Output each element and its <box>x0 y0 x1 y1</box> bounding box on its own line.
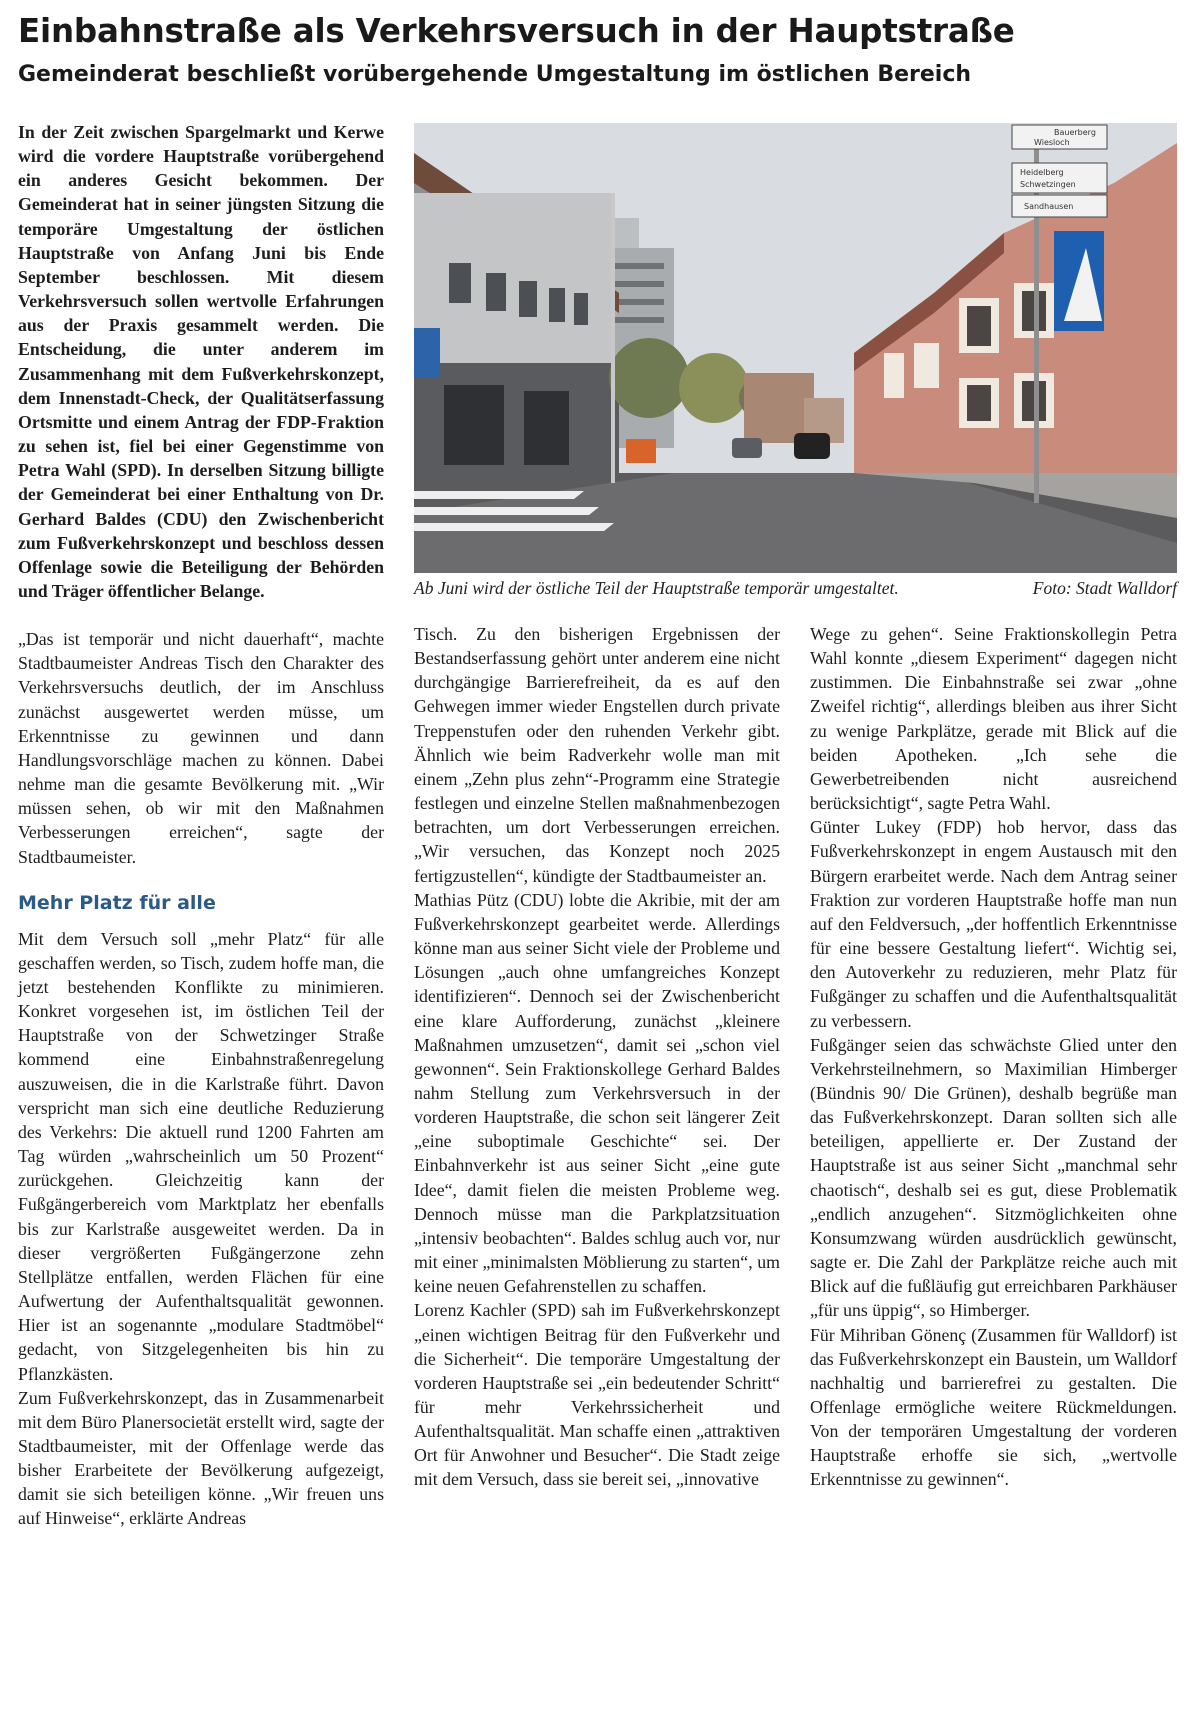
svg-text:Schwetzingen: Schwetzingen <box>1020 180 1076 189</box>
body-paragraph-continued <box>414 622 780 888</box>
section-heading: Mehr Platz für alle <box>18 891 216 914</box>
svg-text:Sandhausen: Sandhausen <box>1024 202 1074 211</box>
street-photo-image <box>414 123 1177 573</box>
body-paragraph-continued <box>810 622 1177 815</box>
body-paragraph: Fußgänger seien das schwächste Glied unter den Verkehrsteilnehmern, so Maximilian Himberger (Bündnis 90/ Die Grünen), deshalb begrüße man das Fußverkehrskonzept. Daran sollten sich alle beteiligen, appellierte er. Der Zustand der Hauptstraße ist aus seiner Sicht „manchmal sehr chaotisch“, deshalb sei es gut, diese Problematik „endlich anzugehen“. Sitzmöglichkeiten ohne Konsumzwang würden ausdrücklich gewünscht, sagte er. Die Zahl der Parkplätze reiche auch mit Blick auf die fußläufig gut erreichbaren Parkhäuser „für uns üppig“, so Himberger. <box>810 1034 1177 1321</box>
body-paragraph-split-4: Wege zu gehen“. Seine Fraktionskollegin Petra Wahl konnte „diesem Experiment“ dagegen nicht zustimmen. Die Einbahnstraße sei zwar „ohne Zweifel richtig“, allerdings bleiben aus ihrer Sicht zu wenige Parkplätze, gerade mit Blick auf die beiden Apotheken. „Ich sehe die Gewerbetreibenden nicht ausreichend berücksichtigt“, sagte Petra Wahl. <box>810 624 1177 814</box>
subheadline: Gemeinderat beschließt vorübergehende Umgestaltung im östlichen Bereich <box>18 62 972 87</box>
crosswalk-sign-icon <box>414 328 440 378</box>
text-column-3 <box>810 622 1177 1492</box>
body-paragraph: „Das ist temporär und nicht dauerhaft“, machte Stadtbaumeister Andreas Tisch den Charakter des Verkehrsversuchs deutlich, der im Anschluss zunächst ausgewertet werden müsse, um Erkenntnisse zu gewinnen und dann Handlungsvorschläge machen zu können. Dabei nehme man die gesamte Bevölkerung mit. „Wir müssen sehen, ob wir mit den Maßnahmen Verbesserungen erreichen“, sagte der Stadtbaumeister. <box>18 629 384 867</box>
body-paragraph: Mit dem Versuch soll „mehr Platz“ für alle geschaffen werden, so Tisch, zudem hoffe man, die jetzt bestehenden Konflikte zu minimieren. Konkret vorgesehen ist, im östlichen Teil der Hauptstraße von der Schwetzinger Straße kommend eine Einbahnstraßenregelung auszuweisen, die in die Karlstraße führt. Davon verspricht man sich eine deutliche Reduzierung des Verkehrs: Die aktuell rund 1200 Fahrten am Tag würden „wahrscheinlich um 50 Prozent“ zurückgehen. Gleichzeitig kann der Fußgängerbereich vom Marktplatz her ebenfalls bis zur Karlstraße ausgeweitet werden. Da in dieser vergrößerten Fußgängerzone zehn Stellplätze entfallen, werden Flächen für eine Aufwertung der Aufenthaltsqualität gewonnen. Hier ist an sogenannte „modulare Stadtmöbel“ gedacht, von Sitzgelegenheiten bis hin zu Pflanzkästen. <box>18 928 384 1384</box>
caption-text: Ab Juni wird der östliche Teil der Hauptstraße temporär umgestaltet. <box>414 578 899 598</box>
headline: Einbahnstraße als Verkehrsversuch in der Hauptstraße <box>18 12 1015 50</box>
street-photo <box>414 123 1177 573</box>
body-paragraph <box>414 1298 780 1491</box>
lead-paragraph: In der Zeit zwischen Spargelmarkt und Kerwe wird die vordere Hauptstraße vorübergehend ein anderes Gesicht bekommen. Der Gemeinderat hat in seiner jüngsten Sitzung die temporäre Umgestaltung der östlichen Hauptstraße von Anfang Juni bis Ende September beschlossen. Mit diesem Verkehrsversuch sollen wertvolle Erfahrungen aus der Praxis gesammelt werden. Die Entscheidung, die unter anderem im Zusammenhang mit dem Fußverkehrskonzept, dem Innenstadt-Check, der Qualitätserfassung Ortsmitte und einem Antrag der FDP-Fraktion zu sehen ist, fiel bei einer Gegenstimme von Petra Wahl (SPD). In derselben Sitzung billigte der Gemeinderat bei einer Enthaltung von Dr. Gerhard Baldes (CDU) den Zwischenbericht zum Fußverkehrskonzept und beschloss dessen Offenlage sowie die Beteiligung der Behörden und Träger öffentlicher Belange. <box>18 122 384 601</box>
svg-text:Bauerberg: Bauerberg <box>1054 128 1096 137</box>
body-paragraph: Günter Lukey (FDP) hob hervor, dass das Fußverkehrskonzept in engem Austausch mit den Bürgern erarbeitet werde. Nach dem Antrag seiner Fraktion zur vorderen Hauptstraße hoffe man nun auf den Feldversuch, „der hoffentlich Erkenntnisse für eine bessere Gestaltung liefert“. Wichtig sei, den Autoverkehr zu reduzieren, mehr Platz für Fußgänger zu schaffen und die Aufenthaltsqualität zu verbessern. <box>810 817 1177 1031</box>
body-paragraph: Mathias Pütz (CDU) lobte die Akribie, mit der am Fußverkehrskonzept gearbeitet werde. Allerdings könne man aus seiner Sicht viele der Probleme und Lösungen „auch ohne umfangreiches Konzept identifizieren“. Dennoch sei der Zwischenbericht eine klare Aufforderung, zunächst „kleinere Maßnahmen umzusetzen“, damit sei „schon viel gewonnen“. Sein Fraktionskollege Gerhard Baldes nahm Stellung zum Verkehrsversuch in der vorderen Hauptstraße, die schon seit längerer Zeit „eine suboptimale Geschichte“ sei. Der Einbahnverkehr ist aus seiner Sicht „eine gute Idee“, damit fielen die meisten Probleme weg. Dennoch müsse man die Parkplatzsituation „intensiv beobachten“. Baldes schlug auch vor, nur mit einer „minimalsten Möblierung zu starten“, um keine neuen Gefahrenstellen zu schaffen. <box>414 889 780 1297</box>
body-paragraph-split-2: Tisch. Zu den bisherigen Ergebnissen der Bestandserfassung gehört unter anderem eine nicht durchgängige Barrierefreiheit, da es auf den Gehwegen immer wieder Engstellen durch private Treppenstufen oder den ruhenden Verkehr gibt. Ähnlich wie beim Radverkehr wolle man mit einem „Zehn plus zehn“-Programm eine Strategie festlegen und einzelne Stellen maßnahmenbezogen betrachten, um dort Verbesserungen erreichen. „Wir versuchen, das Konzept noch 2025 fertigzustellen“, kündigte der Stadtbaumeister an. <box>414 624 780 886</box>
svg-text:Heidelberg: Heidelberg <box>1020 168 1064 177</box>
body-paragraph-continued <box>18 1386 384 1531</box>
photo-caption <box>414 578 1177 599</box>
body-paragraph-split: Zum Fußverkehrskonzept, das in Zusammenarbeit mit dem Büro Planersocietät erstellt wird, sagte der Stadtbaumeister, mit der Offenlage werde das bisher Erarbeitete der Bevölkerung aufgezeigt, damit sie sich beteiligen könne. „Wir freuen uns auf Hinweise“, erklärte Andreas <box>18 1387 384 1529</box>
svg-text:Wiesloch: Wiesloch <box>1034 138 1070 147</box>
photo-credit: Foto: Stadt Walldorf <box>1032 578 1177 598</box>
text-column-2 <box>414 622 780 1492</box>
body-paragraph: Für Mihriban Gönenç (Zusammen für Walldorf) ist das Fußverkehrskonzept ein Baustein, um Walldorf nachhaltig und barrierefrei zu gestalten. Die Offenlage ermögliche weitere Rückmeldungen. Von der temporären Umgestaltung der vorderen Hauptstraße erhoffe sie sich, „wertvolle Erkenntnisse zu gewinnen“. <box>810 1324 1177 1490</box>
body-paragraph-split-3: Lorenz Kachler (SPD) sah im Fußverkehrskonzept „einen wichtigen Beitrag für den Fußverkehr und die Sicherheit“. Die temporäre Umgestaltung der vorderen Hauptstraße sei „ein bedeutender Schritt“ für mehr Verkehrssicherheit und Aufenthaltsqualität. Man schaffe einen „attraktiven Ort für Anwohner und Besucher“. Die Stadt zeige mit dem Versuch, dass sie bereit sei, „innovative <box>414 1300 780 1490</box>
text-column-1 <box>18 120 384 1531</box>
